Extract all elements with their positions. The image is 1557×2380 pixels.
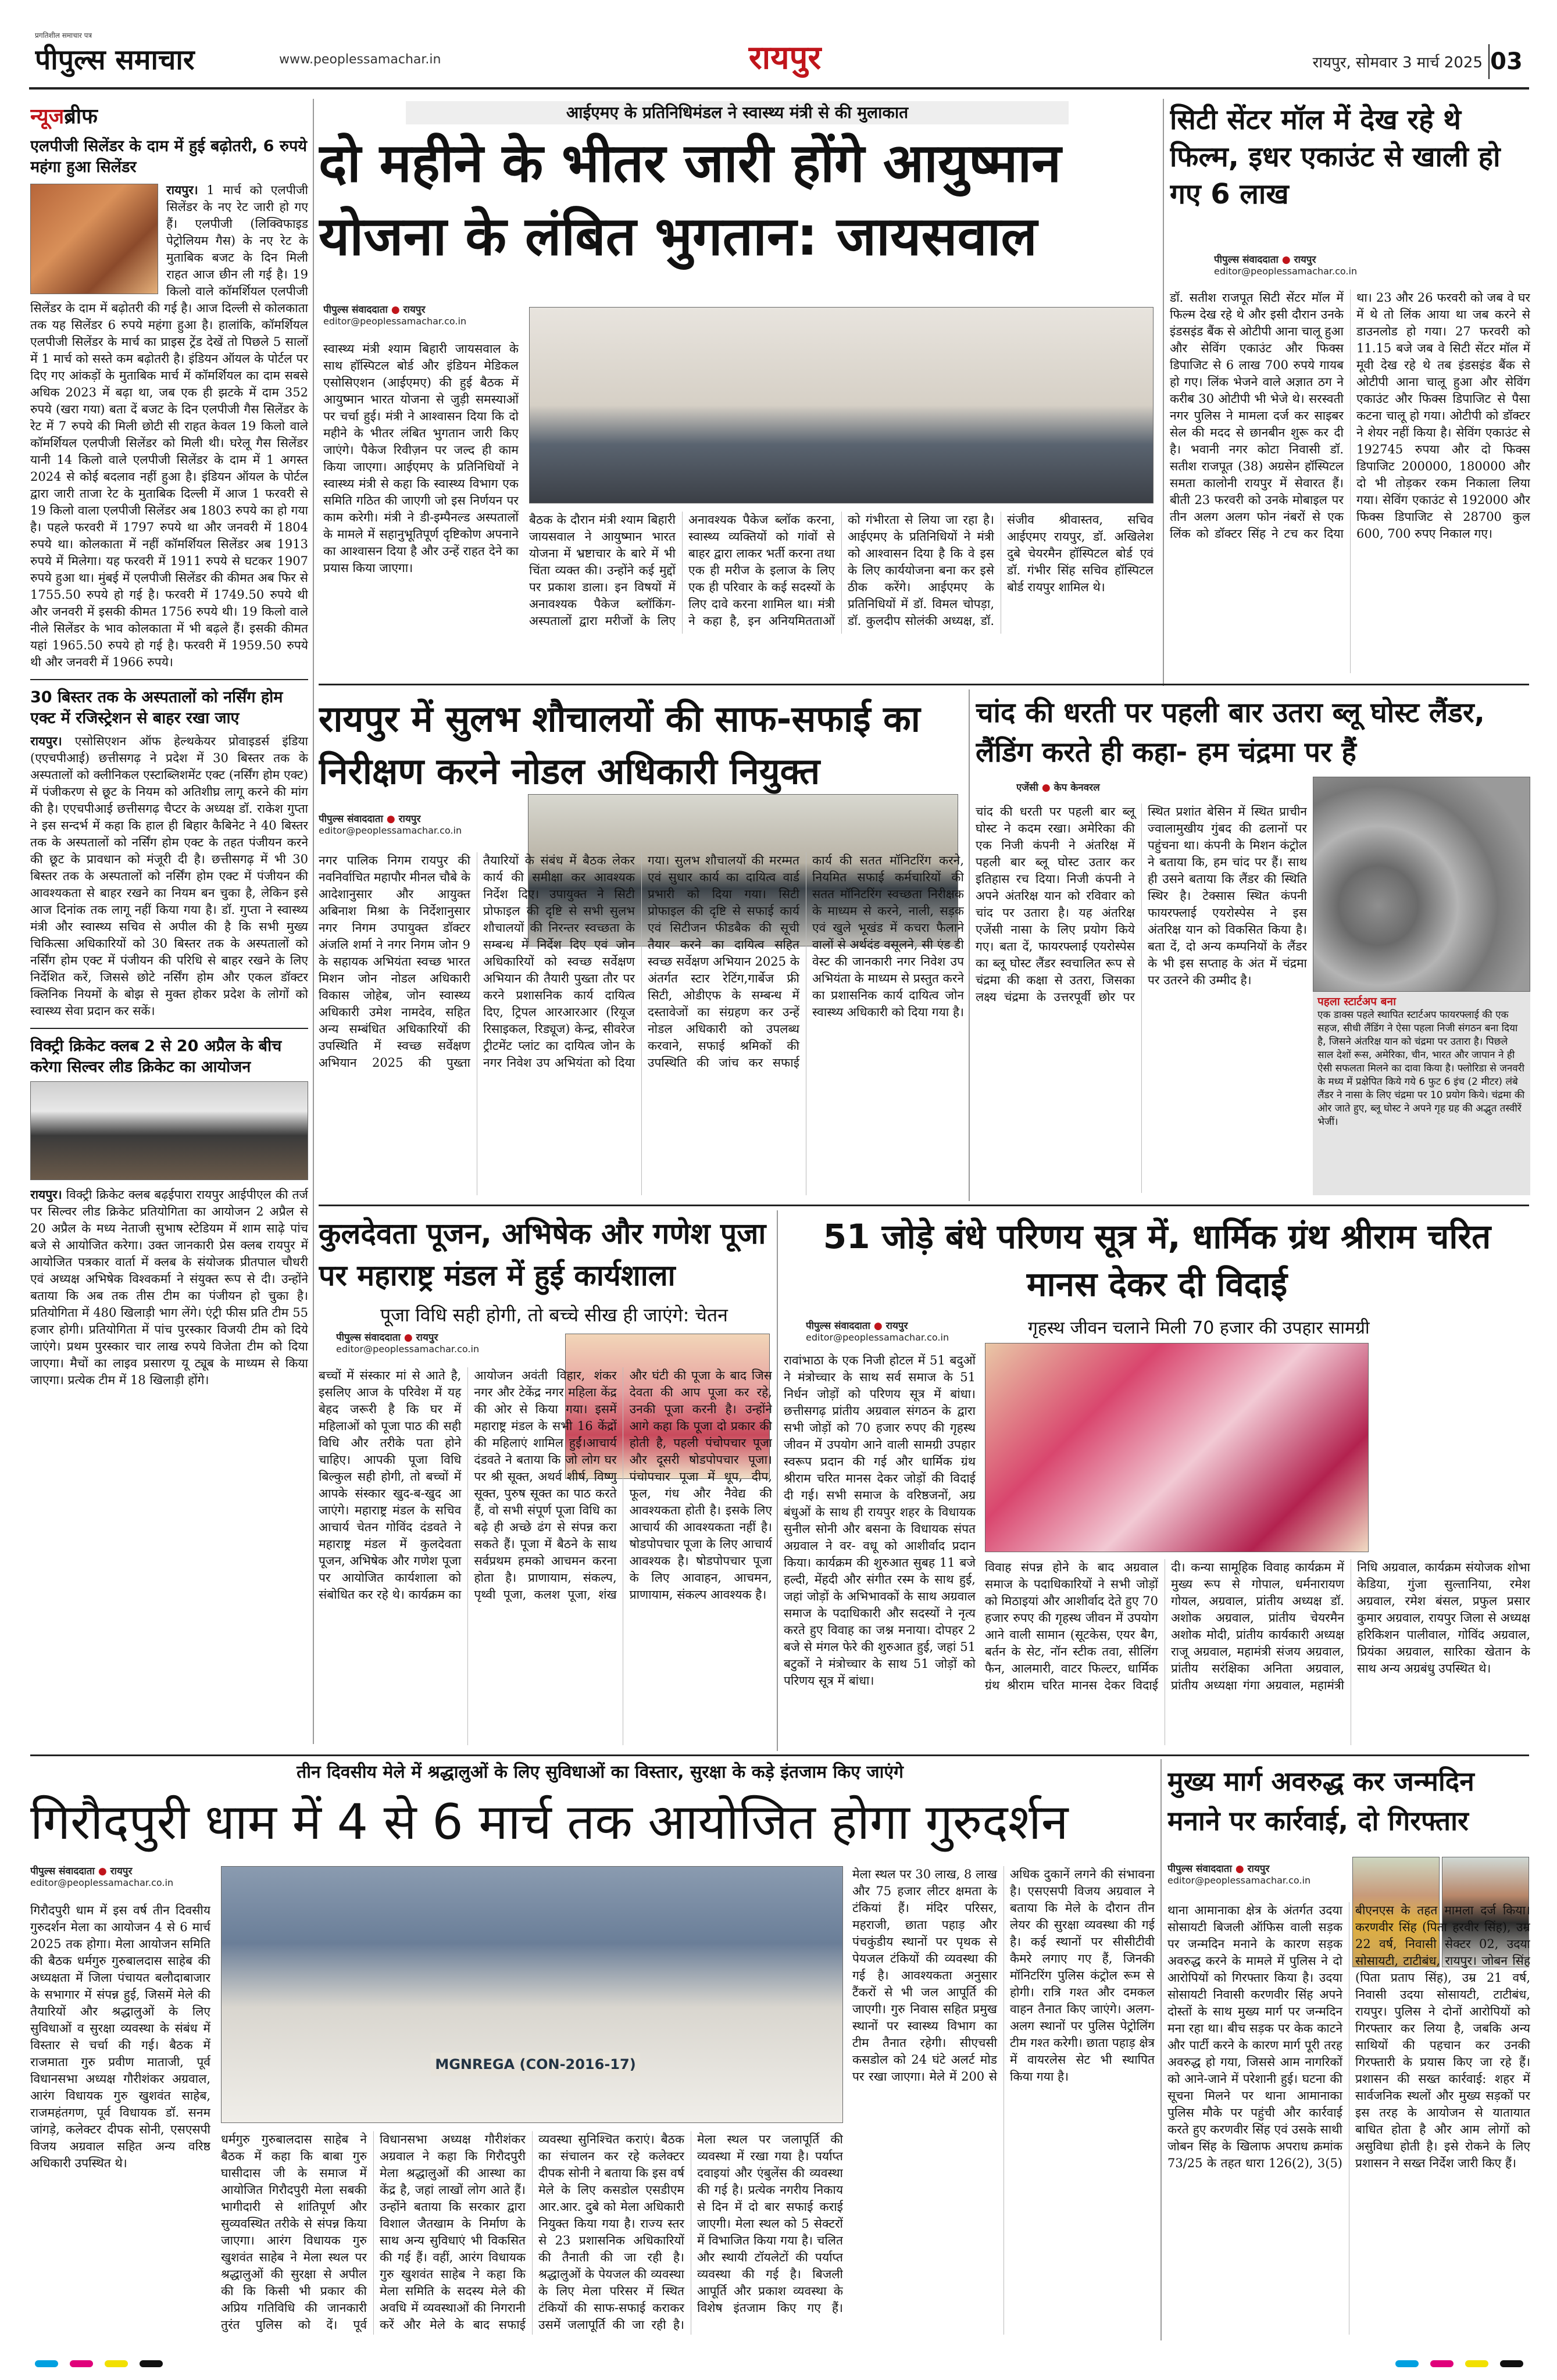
moon-headline: चांद की धरती पर पहली बार उतरा ब्लू घोस्ट लैंडर, लैंडिंग करते ही कहा- हम चंद्रमा पर हैं (976, 696, 1485, 769)
ayushman-body-2: बैठक के दौरान मंत्री श्याम बिहारी जायसवाल ने आयुष्मान भारत योजना में भ्रष्टाचार के बारे में भी चिंता व्यक्त की। उन्होंने कई मुद्दों पर प्रकाश डाला। इन विषयों में अनावश्यक पैकेज ब्लॉकिंग- अस्पतालों द्वारा मरीजों के लिए अनावश्यक पैकेज ब्लॉक करना, स्वास्थ्य व्यक्तियों को गांवों से बाहर द्वारा लाकर भर्ती करना तथा एक ही मरीज के इलाज के लिए एक ही परिवार के कई सदस्यों के लिए दावे करना शामिल था। मंत्री ने कहा है, इन अनियमितताओं को गंभीरता से लिया जा रहा है। आईएमए के प्रतिनिधियों ने मंत्री को आश्वासन दिया है कि वे इस के लिए कार्ययोजना बना कर इसे ठीक करेंगे। आईएमए के प्रतिनिधियों में डॉ. विमल चोपड़ा, डॉ. कुलदीप सोलंकी अध्यक्ष, डॉ. संजीव श्रीवास्तव, सचिव आईएमए रायपुर, डॉ. अखिलेश दुबे चेयरमैन हॉस्पिटल बोर्ड एवं डॉ. गंभीर सिंह सचिव हॉस्पिटल बोर्ड रायपुर शामिल थे। (529, 513, 1154, 628)
ayushman-city: रायपुर (403, 304, 426, 316)
wedding-byline: पीपुल्स संवाददाता (806, 1320, 870, 1332)
brief-2-body (30, 732, 308, 1020)
ayushman-story (319, 98, 1158, 679)
moon-caption (1313, 992, 1530, 1195)
mall-headline: सिटी सेंटर मॉल में देख रहे थे फिल्म, इधर एकाउंट से खाली हो गए 6 लाख (1170, 103, 1501, 210)
birthday-body: थाना आमानाका क्षेत्र के अंतर्गत उदया सोसायटी बिजली ऑफिस वाली सड़क पर जन्मदिन मनाने के कारण सड़क अवरुद्ध करने के मामले में पुलिस ने दो आरोपियों को गिरफ्तार किया है। उदया सोसायटी निवासी करणवीर सिंह अपने दोस्तों के साथ मुख्य मार्ग पर जन्मदिन मना रहा था। बीच सड़क पर केक काटने और पार्टी करने के कारण मार्ग पूरी तरह अवरुद्ध हो गया, जिससे आम नागरिकों को आने-जाने में परेशानी हुई। घटना की सूचना मिलने पर थाना आमानाका पुलिस मौके पर पहुंची और कार्रवाई करते हुए करणवीर सिंह एवं उसके साथी जोबन सिंह के खिलाफ अपराध क्रमांक 73/25 के तहत धारा 126(2), 3(5) बीएनएस के तहत मामला दर्ज किया। करणवीर सिंह (पिता हरवीर सिंह), उम्र 22 वर्ष, निवासी सेक्टर 02, उदया सोसायटी, टाटीबंध, रायपुर। जोबन सिंह (पिता प्रताप सिंह), उम्र 21 वर्ष, निवासी उदया सोसायटी, टाटीबंध, रायपुर। पुलिस ने दोनों आरोपियों को गिरफ्तार कर लिया है, जबकि अन्य साथियों की पहचान कर उनकी गिरफ्तारी के प्रयास किए जा रहे हैं। प्रशासन की सख्त कार्रवाई: शहर में सार्वजनिक स्थलों और मुख्य सड़कों पर इस तरह के आयोजन से यातायात बाधित होता है और आम लोगों को असुविधा होती है। इसे रोकने के लिए प्रशासन ने सख्त निर्देश जारी किए हैं। (1167, 1903, 1530, 2170)
mall-email: editor@peoplessamachar.co.in (1214, 266, 1358, 277)
brief-2-text: एसोसिएशन ऑफ हेल्थकेयर प्रोवाइडर्स इंडिया (एएचपीआई) छत्तीसगढ़ ने प्रदेश में 30 बिस्तर तक के अस्पतालों को क्लीनिकल एस्टाब्लिशमेंट एक्ट (नर्सिंग होम एक्ट) में पंजीकरण से छूट के नियम को अतिशीघ्र लागू करने की मांग की है। एएचपीआई छत्तीसगढ़ चैप्टर के अध्यक्ष डॉ. राकेश गुप्ता ने इस सन्दर्भ में कहा कि हाल ही बिहार कैबिनेट ने 40 बिस्तर तक के अस्पतालों को नर्सिंग होम एक्ट के तहत पंजीयन करने की छूट के प्रावधान को मंजूरी दी है। छत्तीसगढ़ में भी 30 बिस्तर तक के अस्पतालों को नर्सिंग होम एक्ट में पंजीयन की आवश्यकता से बाहर रखने का नियम बन चुका है, लेकिन इसे आज दिनांक तक लागू नहीं किया गया है। डॉ. गुप्ता ने स्वास्थ्य मंत्री और स्वास्थ्य सचिव से अपील की है कि सभी मुख्य चिकित्सा अधिकारियों को 30 बिस्तर तक के अस्पतालों को नर्सिंग होम एक्ट में पंजीयन की परिधि से बाहर रखने के लिए निर्देशित करें, जिससे छोटे नर्सिंग होम और एकल डॉक्टर क्लिनिक नियमों के बोझ से मुक्त होकर प्रदेश के लोगों को स्वास्थ्य सेवा प्रदान कर सकें। (30, 734, 308, 1018)
toilet-body: नगर पालिक निगम रायपुर की नवनिर्वाचित महापौर मीनल चौबे के आदेशानुसार और आयुक्त अबिनाश मिश्रा के निर्देशानुसार नगर निगम उपायुक्त डॉक्टर अंजलि शर्मा ने नगर निगम जोन 9 के सहायक अभियंता स्वच्छ भारत मिशन जोन नोडल अधिकारी विकास जोहेब, जोन स्वास्थ्य अधिकारी उमेश नामदेव, सहित अन्य सम्बंधित अधिकारियों की उपस्थिति में स्वच्छ सर्वेक्षण अभियान 2025 की पुख्ता तैयारियों के संबंध में बैठक लेकर कार्य की समीक्षा कर आवश्यक निर्देश दिए। उपायुक्त ने सिटी प्रोफाइल की दृष्टि से सभी सुलभ शौचालयों की निरन्तर स्वच्छता के सम्बन्ध में निर्देश दिए एवं जोन अधिकारियों को स्वच्छ सर्वेक्षण अभियान की तैयारी पुख्ता तौर पर करने प्रशासनिक कार्य दायित्व दिए, ट्रिपल आरआरआर (रियूज रिसाइकल, रिड्यूज) केन्द्र, सीवरेज ट्रीटमेंट प्लांट का दायित्व जोन के नगर निवेश उप अभियंता को दिया गया। सुलभ शौचालयों की मरम्मत एवं सुधार कार्य का दायित्व वार्ड प्रभारी को दिया गया। सिटी प्रोफाइल की दृष्टि से सफाई कार्य एवं सिटीजन फीडबैक की सूची तैयार करने का दायित्व सहित स्वच्छ सर्वेक्षण अभियान 2025 के अंतर्गत स्टार रेटिंग,गार्बेज फ्री सिटी, ओडीएफ के सम्बन्ध में दस्तावेजों का संग्रहण कर उन्हें नोडल अधिकारी को उपलब्ध करवाने, सफाई श्रमिकों की उपस्थिति की जांच कर सफाई कार्य की सतत मॉनिटरिंग करने, नियमित सफाई कर्मचारियों की सतत मॉनिटरिंग स्वच्छता निरीक्षक के माध्यम से करने, नाली, सड़क एवं खुले भूखंड में कचरा फैलाने वालों से अर्थदंड वसूलने, सी एंड डी वेस्ट की जानकारी नगर निवेश उप अभियंता के माध्यम से प्रस्तुत करने का प्रशासनिक कार्य दायित्व जोन स्वास्थ्य अधिकारी को दिया गया है। (319, 853, 964, 1070)
brief-1-photo (30, 184, 158, 294)
section-rule (319, 684, 1529, 685)
mela-byline: पीपुल्स संवाददाता (30, 1866, 95, 1877)
moon-caption-body: एक डाक्स पहले स्थापित स्टार्टअप फायरफ्लाई की एक सहज, सीधी लैंडिंग ने ऐसा पहला निजी संगठन बना दिया है, जिसने अंतरिक्ष यान को चंद्रमा पर उतारा है। पिछले साल देशों रूस, अमेरिका, चीन, भारत और जापान ने ही ऐसी सफलता मिलने का दावा किया है। फ्लोरिडा से जनवरी के मध्य में प्रक्षेपित किये गये 6 फुट 6 इंच (2 मीटर) लंबे लैंडर ने नासा के लिए चंद्रमा पर 10 प्रयोग किये। चंद्रमा की ओर जाते हुए, ब्लू घोस्ट ने अपने गृह ग्रह की अद्भुत तस्वीरें भेजीं। (1317, 1009, 1525, 1128)
mall-body: डॉ. सतीश राजपूत सिटी सेंटर मॉल में फिल्म देख रहे थे और इसी दौरान उनके इंडसइंड बैंक से ओटीपी आना चालू हुआ और सेविंग एकाउंट और फिक्स डिपाजिट से 6 लाख 700 रुपये गायब हो गए। लिंक भेजने वाले अज्ञात ठग ने करीब 30 ओटीपी भी भेजे थे। सरस्वती नगर पुलिस ने मामला दर्ज कर साइबर सेल की मदद से छानबीन शुरू कर दी है। भवानी नगर कोटा निवासी डॉ. सतीश राजपूत (38) अग्रसेन हॉस्पिटल समता कालोनी रायपुर में सेवारत हैं। बीती 23 फरवरी को उनके मोबाइल पर तीन अलग अलग फोन नंबरों से एक लिंक को डॉक्टर सिंह ने टच कर दिया था। 23 और 26 फरवरी को जब वे घर में थे तो लिंक आया था जब करने से डाउनलोड हो गया। 27 फरवरी को 11.15 बजे जब वे सिटी सेंटर मॉल में मूवी देख रहे थे तब इंडसइंड बैंक से ओटीपी आना चालू हुआ और सेविंग एकाउंट और फिक्स डिपाजिट से पैसा कटना चालू हो गया। ओटीपी को डॉक्टर ने शेयर नहीं किया है। सेविंग एकाउंट से 192745 रुपया और दो फिक्स डिपाजिट 200000, 180000 और दो भी तोड़कर रकम निकाला लिया गया। सेविंग एकाउंट से 192000 और फिक्स डिपाजिट से 28700 कुल 600, 700 रुपए निकाल गए। (1170, 291, 1530, 541)
column-divider (777, 1210, 778, 1751)
wedding-body-1: रावांभाठा के एक निजी होटल में 51 बदुओं ने मंत्रोच्चार के साथ सर्व समाज के 51 निर्धन जोड़ों को परिणय सूत्र में बांधा। छत्तीसगढ़ प्रांतीय अग्रवाल संगठन के द्वारा सभी जोड़ों को 70 हजार रुपए की गृहस्थ जीवन में उपयोग आने वाली सामग्री उपहार स्वरूप प्रदान की गई और धार्मिक ग्रंथ श्रीराम चरित मानस देकर जोड़ों की विदाई दी गई। सभी समाज के वरिष्ठजनों, अग्र बंधुओं के साथ ही रायपुर शहर के विधायक सुनील सोनी और बसना के विधायक संपत अग्रवाल ने वर- वधू को आशीर्वाद प्रदान किया। कार्यक्रम की शुरुआत सुबह 11 बजे हल्दी, मेंहदी और संगीत रस्म के साथ हुई, जहां जोड़ों के अभिभावकों के साथ अग्रवाल समाज के पदाधिकारी और सदस्यों ने नृत्य करते हुए विवाह का जश्न मनाया। दोपहर 2 बजे से मंगल फेरे की शुरुआत हुई, जहां 51 बटुकों ने मंत्रोच्चार के साथ 51 जोड़ों को परिणय सूत्र में बांधा। (784, 1353, 976, 1688)
newspaper-logo: पीपुल्स समाचार (35, 44, 195, 76)
kuldevta-byline: पीपुल्स संवाददाता (336, 1332, 401, 1343)
mela-body-2: धर्मगुरु गुरुबालदास साहेब ने बैठक में कहा कि बाबा गुरु घासीदास जी के समाज में आयोजित गिरौदपुरी मेला सबकी भागीदारी से शांतिपूर्ण और सुव्यवस्थित तरीके से संपन्न किया जाएगा। आरंग विधायक गुरु खुशवंत साहेब ने मेला स्थल पर श्रद्धालुओं की सुरक्षा से अपील की कि किसी भी प्रकार की अप्रिय गतिविधि की जानकारी तुरंत पुलिस को दें। पूर्व विधानसभा अध्यक्ष गौरीशंकर अग्रवाल ने कहा कि गिरौदपुरी मेला श्रद्धालुओं की आस्था का केंद्र है, जहां लाखों लोग आते हैं। उन्होंने बताया कि सरकार द्वारा विशाल जैतखाम के निर्माण के साथ अन्य सुविधाएं भी विकसित की गई हैं। वहीं, आरंग विधायक गुरु खुशवंत साहेब ने कहा कि मेला समिति के सदस्य मेले की अवधि में व्यवस्थाओं की निगरानी करें और मेले के बाद सफाई व्यवस्था सुनिश्चित कराएं। बैठक का संचालन कर रहे कलेक्टर दीपक सोनी ने बताया कि इस वर्ष मेले के लिए कसडोल एसडीएम आर.आर. दुबे को मेला अधिकारी नियुक्त किया गया है। राज्य स्तर से 23 प्रशासनिक अधिकारियों की तैनाती की जा रही है। श्रद्धालुओं के पेयजल की व्यवस्था के लिए मेला परिसर में स्थित टंकियों की साफ-सफाई कराकर उसमें जलापूर्ति की जा रही है। मेला स्थल पर जलापूर्ति की व्यवस्था में रखा गया है। पर्याप्त दवाइयां और एंबुलेंस की व्यवस्था की गई है। प्रत्येक नगरीय निकाय से दिन में दो बार सफाई कराई जाएगी। मेला स्थल को 5 सेक्टरों में विभाजित किया गया है। चलित और स्थायी टॉयलेटों की पर्याप्त व्यवस्था की गई है। बिजली आपूर्ति और प्रकाश व्यवस्था के विशेष इंतजाम किए गए हैं। (221, 2132, 843, 2332)
birthday-email: editor@peoplessamachar.co.in (1167, 1875, 1311, 1886)
kuldevta-story (319, 1210, 772, 1751)
brief-2-dateline: रायपुर। (30, 734, 62, 748)
mela-headline: गिरौदपुरी धाम में 4 से 6 मार्च तक आयोजित होगा गुरुदर्शन (30, 1793, 1069, 1850)
kuldevta-subhead: पूजा विधि सही होगी, तो बच्चे सीख ही जाएंगे: चेतन (380, 1304, 728, 1326)
news-brief-label-a: न्यूज (30, 105, 65, 128)
section-rule (30, 1754, 1529, 1756)
birthday-story (1167, 1759, 1530, 2340)
birthday-byline-block: पीपुल्स संवाददाता ● रायपुर editor@peoplessamachar.co.in (1167, 1861, 1342, 1894)
mela-kicker: तीन दिवसीय मेले में श्रद्धालुओं के लिए सुविधाओं का विस्तार, सुरक्षा के कड़े इंतजाम किए जाएंगे (297, 1762, 904, 1782)
mela-body-3: मेला स्थल पर 30 लाख, 8 लाख और 75 हजार लीटर क्षमता के टंकियां हैं। मंदिर परिसर, महराजी, छाता पहाड़ और पंचकुंडीय स्थानों पर पृथक से पेयजल टंकियों की व्यवस्था की गई है। आवश्यकता अनुसार टैंकरों से भी जल आपूर्ति की जाएगी। गुरु निवास सहित प्रमुख स्थानों पर स्वास्थ्य विभाग का टीम तैनात रहेगी। सीएचसी कसडोल को 24 घंटे अलर्ट मोड पर रखा जाएगा। मेले में 200 से अधिक दुकानें लगने की संभावना है। एसएसपी विजय अग्रवाल ने बताया कि मेले के दौरान तीन लेयर की सुरक्षा व्यवस्था की गई है। कई स्थानों पर सीसीटीवी कैमरे लगाए गए हैं, जिनकी मॉनिटरिंग पुलिस कंट्रोल रूम से होगी। रात्रि गश्त और दमकल वाहन तैनात किए जाएंगे। अलग-अलग स्थानों पर पुलिस पेट्रोलिंग टीम गश्त करेगी। छाता पहाड़ क्षेत्र में वायरलेस सेट भी स्थापित किया गया है। (852, 1867, 1155, 2084)
page-number: 03 (1488, 44, 1523, 79)
brief-1-dateline: रायपुर। (166, 183, 198, 197)
section-name: रायपुर (748, 39, 822, 77)
toilet-story (319, 689, 964, 1201)
moon-photo (1313, 777, 1530, 992)
ayushman-kicker: आईएमए के प्रतिनिधिमंडल ने स्वास्थ्य मंत्री से की मुलाकात (406, 101, 1069, 124)
birthday-city: रायपुर (1247, 1863, 1270, 1875)
brief-1-text: 1 मार्च को एलपीजी सिलेंडर के नए रेट जारी हो गए हैं। एलपीजी (लिक्विफाइड पेट्रोलियम गैस) के नए रेट के मुताबिक बजट के दिन मिली राहत आज छीन ली गई है। 19 किलो वाले कॉमर्शियल एलपीजी सिलेंडर के दाम में बढ़ोतरी की गई है। आज दिल्ली से कोलकाता तक यह सिलेंडर 6 रुपये महंगा हुआ है। हालांकि, कॉमर्शियल एलपीजी सिलेंडर के मार्च का प्राइस ट्रेंड देखें तो पिछले 5 सालों में 1 मार्च को सस्ते कम बढ़ोतरी है। इंडियन ऑयल के पोर्टल पर दिए गए आंकड़ों के मुताबिक मार्च में कॉमर्शियल का दाम सबसे अधिक 2023 में बढ़ा था, जब एक ही झटके में दाम 352 रुपये (खरा गया) बता दें बजट के दिन एलपीजी गैस सिलेंडर के रेट में 7 रुपये की मिली छोटी सी राहत केवल 19 किलो वाले कॉमर्शियल एलपीजी सिलेंडर को मिली थी। घरेलू गैस सिलेंडर यानी 14 किलो वाले एलपीजी सिलेंडर के दाम में 1 अगस्त 2024 से कोई बदलाव नहीं हुआ है। इंडियन ऑयल के पोर्टल द्वारा जारी ताजा रेट के मुताबिक दिल्ली में आज 1 फरवरी से 19 किलो वाला एलपीजी सिलेंडर अब 1803 रुपये का हो गया है। पहले फरवरी में 1797 रुपये था और जनवरी में 1804 रुपये था। कोलकाता में नहीं कॉमर्शियल सिलेंडर अब 1913 रुपये में मिलेगा। यह फरवरी में 1911 रुपये से घटकर 1907 रुपये हुआ था। मुंबई में एलपीजी सिलेंडर की कीमत अब फिर से 1755.50 रुपये हो गई है। फरवरी में 1749.50 रुपये थी और जनवरी में इसकी कीमत 1756 रुपये थी। 19 किलो वाले नीले सिलेंडर के भाव कोलकाता में भी बढ़ले हैं। इसकी कीमत यहां 1965.50 रुपये हो गई है। फरवरी में 1959.50 रुपये थी और जनवरी में 1966 रुपये। (30, 183, 308, 669)
mall-byline-block: पीपुल्स संवाददाता ● रायपुर editor@peoplessamachar.co.in (1214, 252, 1377, 287)
news-brief-label (30, 102, 308, 131)
column-divider (1163, 99, 1164, 686)
wedding-photo (985, 1343, 1369, 1552)
wedding-email: editor@peoplessamachar.co.in (806, 1332, 949, 1343)
brief-1-title: एलपीजी सिलेंडर के दाम में हुई बढ़ोतरी, 6 रुपये महंगा हुआ सिलेंडर (30, 137, 308, 176)
ayushman-byline-block: पीपुल्स संवाददाता ● रायपुर editor@peoplessamachar.co.in (323, 302, 515, 337)
brief-3-body (30, 1186, 308, 1389)
moon-place: केप केनवरल (1054, 782, 1100, 794)
masthead-tagline: प्रगतिशील समाचार पत्र (35, 31, 92, 40)
wedding-subhead: गृहस्थ जीवन चलाने मिली 70 हजार की उपहार सामग्री (1028, 1318, 1370, 1338)
column-divider (313, 99, 314, 1744)
ayushman-email: editor@peoplessamachar.co.in (323, 316, 467, 327)
mall-city: रायपुर (1294, 254, 1316, 266)
birthday-headline: मुख्य मार्ग अवरुद्ध कर जन्मदिन मनाने पर कार्रवाई, दो गिरफ्तार (1167, 1766, 1474, 1836)
toilet-email: editor@peoplessamachar.co.in (319, 825, 462, 836)
brief-3-photo (30, 1081, 308, 1180)
kuldevta-body: बच्चों में संस्कार मां से आते है, इसलिए आज के परिवेश में यह बेहद जरूरी है कि घर में महिलाओं को पूजा पाठ की सही विधि और तरीके पता होने चाहिए। आपकी पूजा विधि बिल्कुल सही होगी, तो बच्चों में आपके संस्कार खुद-ब-खुद आ जाएंगे। महाराष्ट्र मंडल के सचिव आचार्य चेतन गोविंद दंडवते ने महाराष्ट्र मंडल में कुलदेवता पूजन, अभिषेक और गणेश पूजा पर आयोजित कार्यशाला को संबोधित कर रहे थे। कार्यक्रम का आयोजन अवंती विहार, शंकर नगर और टेकेंद्र नगर महिला केंद्र की ओर से किया गया। इसमें महाराष्ट्र मंडल के सभी 16 केंद्रों की महिलाएं शामिल हुईं।आचार्य दंडवते ने बताया कि जो लोग घर पर श्री सूक्त, अथर्व शीर्ष, विष्णु सूक्त, पुरुष सूक्त का पाठ करते हैं, वो सभी संपूर्ण पूजा विधि का बढ़े ही अच्छे ढंग से संपन्न करा सकते हैं। पूजा में बैठने के साथ सर्वप्रथम हमको आचमन करना होता है। प्राणायाम, संकल्प, पृथ्वी पूजा, कलश पूजा, शंख और घंटी की पूजा के बाद जिस देवता की आप पूजा कर रहे, उनकी पूजा करनी है। उन्होंने आगे कहा कि पूजा दो प्रकार की होती है, पहली पंचोपचार पूजा और दूसरी षोडपोपचार पूजा। पंचोपचार पूजा में धूप, दीप, फूल, गंध और नैवेद्य की आवश्यकता होती है। इसके लिए आचार्य की आवश्यकता नहीं है। षोडपोपचार पूजा के लिए आचार्य आवश्यक है। षोडपोपचार पूजा के लिए आवाहन, आचमन, प्राणायाम, संकल्प आवश्यक है। (319, 1368, 772, 1602)
moon-byline: एजेंसी (1016, 782, 1038, 794)
column-divider (969, 689, 970, 1201)
section-rule (319, 1205, 1529, 1206)
mela-story (30, 1759, 1155, 2340)
kuldevta-byline-block: पीपुल्स संवाददाता ● रायपुर editor@peoplessamachar.co.in (336, 1330, 510, 1363)
mela-body-1: गिरौदपुरी धाम में इस वर्ष तीन दिवसीय गुरुदर्शन मेला का आयोजन 4 से 6 मार्च 2025 तक होगा। मेला आयोजन समिति की बैठक धर्मगुरु गुरुबालदास साहेब की अध्यक्षता में जिला पंचायत बलौदाबाजार के सभागार में संपन्न हुई, जिसमें मेले की तैयारियों और श्रद्धालुओं के लिए सुविधाओं व सुरक्षा व्यवस्था के संबंध में विस्तार से चर्चा की गई। बैठक में राजमाता गुरु प्रवीण माताजी, पूर्व विधानसभा अध्यक्ष गौरीशंकर अग्रवाल, आरंग विधायक गुरु खुशवंत साहेब, राजमहंतगण, पूर्व विधायक डॉ. सनम जांगड़े, कलेक्टर दीपक सोनी, एसएसपी विजय अग्रवाल सहित अन्य वरिष्ठ अधिकारी उपस्थित थे। (30, 1903, 210, 2170)
mall-byline: पीपुल्स संवाददाता (1214, 254, 1279, 266)
mela-byline-block: पीपुल्स संवाददाता ● रायपुर editor@peoplessamachar.co.in (30, 1864, 205, 1899)
mela-photo (221, 1866, 843, 2123)
wedding-byline-block: पीपुल्स संवाददाता ● रायपुर editor@peoplessamachar.co.in (806, 1318, 980, 1351)
toilet-headline: रायपुर में सुलभ शौचालयों की साफ-सफाई का निरीक्षण करने नोडल अधिकारी नियुक्त (319, 698, 920, 792)
kuldevta-headline: कुलदेवता पूजन, अभिषेक और गणेश पूजा पर महाराष्ट्र मंडल में हुई कार्यशाला (319, 1217, 766, 1292)
moon-byline-block: एजेंसी ● केप केनवरल (1016, 782, 1100, 794)
brief-2-title: 30 बिस्तर तक के अस्पतालों को नर्सिंग होम एक्ट में रजिस्ट्रेशन से बाहर रखा जाए (30, 688, 283, 727)
toilet-city: रायपुर (398, 813, 421, 825)
mela-city: रायपुर (110, 1866, 133, 1877)
mela-email: editor@peoplessamachar.co.in (30, 1877, 174, 1888)
ayushman-headline: दो महीने के भीतर जारी होंगे आयुष्मान योजना के लंबित भुगतान: जायसवाल (319, 132, 1062, 267)
wedding-city: रायपुर (885, 1320, 908, 1332)
brief-3-dateline: रायपुर। (30, 1187, 62, 1202)
mela-photo-banner: MGNREGA (CON-2016-17) (431, 2053, 640, 2076)
birthday-byline: पीपुल्स संवाददाता (1167, 1863, 1232, 1875)
news-brief-label-b: ब्रीफ (64, 105, 98, 128)
column-divider (1160, 1759, 1162, 2340)
kuldevta-city: रायपुर (416, 1332, 438, 1343)
ayushman-photo (529, 307, 1154, 503)
toilet-byline-block: पीपुल्स संवाददाता ● रायपुर editor@peoplessamachar.co.in (319, 812, 510, 846)
kuldevta-email: editor@peoplessamachar.co.in (336, 1343, 480, 1355)
wedding-story (784, 1210, 1530, 1751)
moon-body: चांद की धरती पर पहली बार ब्लू घोस्ट ने कदम रखा। अमेरिका की एक निजी कंपनी ने अंतरिक्ष में पहली बार ब्लू घोस्ट उतार कर इतिहास रच दिया। निजी कंपनी ने अपने अंतरिक्ष यान को रविवार को चांद पर उतारा है। यह अंतरिक्ष एजेंसी नासा के लिए प्रयोग किये गए। बता दें, फायरफ्लाई एयरोस्पेस का ब्लू घोस्ट लैंडर स्वचालित रूप से चंद्रमा की कक्षा से उतरा, जिसका लक्ष्य चंद्रमा के उत्तरपूर्वी छोर पर स्थित प्रशांत बेसिन में स्थित प्राचीन ज्वालामुखीय गुंबद की ढलानों पर पहुंचना था। कंपनी के मिशन कंट्रोल ने बताया कि, हम चांद पर हैं। साथ ही उसने बताया कि लैंडर की स्थिति स्थिर है। टेक्सास स्थित कंपनी फायरफ्लाई एयरोस्पेस ने इस अंतरिक्ष यान को विकसित किया है। बता दें, दो अन्य कम्पनियों के लैंडर के भी इस सप्ताह के अंत में चंद्रमा पर उतरने की उम्मीद है। (976, 805, 1307, 1004)
wedding-headline: 51 जोड़े बंधे परिणय सूत्र में, धार्मिक ग्रंथ श्रीराम चरित मानस देकर दी विदाई (823, 1217, 1491, 1304)
website-url: www.peoplessamachar.in (279, 52, 441, 67)
toilet-byline: पीपुल्स संवाददाता (319, 813, 383, 825)
moon-story (976, 689, 1530, 1201)
registration-marks (35, 2358, 1523, 2370)
masthead-rule (29, 87, 1529, 90)
ayushman-byline: पीपुल्स संवाददाता (323, 304, 388, 316)
dateline: रायपुर, सोमवार 3 मार्च 2025 (1312, 54, 1483, 72)
masthead (0, 0, 1557, 93)
mall-story (1170, 98, 1530, 679)
brief-3-text: विक्ट्री क्रिकेट क्लब बढ़ईपारा रायपुर आईपीएल की तर्ज पर सिल्वर लीड क्रिकेट प्रतियोगिता का आयोजन 2 अप्रैल से 20 अप्रैल के मध्य नेताजी सुभाष स्टेडियम में शाम साढ़े पांच बजे से आयोजित करेगा। उक्त जानकारी प्रेस क्लब रायपुर में आयोजित पत्रकार वार्ता में क्लब के संयोजक प्रीतपाल चौधरी एवं अध्यक्ष अभिषेक विश्वकर्मा ने संयुक्त रूप से दी। उन्होंने बताया कि अब तक तीस टीम का पंजीयन हो चुका है। प्रतियोगिता में 480 खिलाड़ी भाग लेंगे। एंट्री फीस प्रति टीम 55 हजार होगी। प्रतियोगिता में पांच पुरस्कार विजयी टीम को दिये जाएंगे। प्रथम पुरस्कार चार लाख रुपये विजेता टीम को दिया जाएगा। मैचों का लाइव प्रसारण यू ट्यूब के माध्यम से किया जाएगा। प्रत्येक टीम में 18 खिलाड़ी होंगे। (30, 1188, 308, 1387)
ayushman-body-1: स्वास्थ्य मंत्री श्याम बिहारी जायसवाल के साथ हॉस्पिटल बोर्ड और इंडियन मेडिकल एसोसिएशन (आईएमए) की हुई बैठक में आयुष्मान भारत योजना से जुड़ी समस्याओं पर चर्चा हुई। मंत्री ने आश्वासन दिया कि दो महीने के भीतर लंबित भुगतान जारी किए जाएंगे। पैकेज रिवीज़न पर जल्द ही काम किया जाएगा। आईएमए के प्रतिनिधियों ने स्वास्थ्य मंत्री से कहा कि स्वास्थ्य विभाग एक समिति गठित की जाएगी जो इस निर्णयन पर काम करेगी। मंत्री ने डी-इम्पैनल्ड अस्पतालों के मामले में सहानुभूतिपूर्ण दृष्टिकोण अपनाने का आश्वासन दिया है और उन्हें राहत देने का प्रयास किया जाएगा। (323, 342, 519, 575)
brief-3-title: विक्ट्री क्रिकेट क्लब 2 से 20 अप्रैल के बीच करेगा सिल्वर लीड क्रिकेट का आयोजन (30, 1037, 282, 1076)
wedding-body-2: विवाह संपन्न होने के बाद अग्रवाल समाज के पदाधिकारियों ने सभी जोड़ों को मिठाइयां और आशीर्वाद देते हुए 70 हजार रुपए की गृहस्थ जीवन में उपयोग आने वाली सामान (सूटकेस, एयर बैग, बर्तन के सेट, नॉन स्टीक तवा, सीलिंग फैन, आलमारी, वाटर फिल्टर, धार्मिक ग्रंथ श्रीराम चरित मानस देकर विदाई दी। कन्या सामूहिक विवाह कार्यक्रम में मुख्य रूप से गोपाल, धर्मनारायण गोयल, अग्रवाल, प्रांतीय अध्यक्ष डॉ. अशोक अग्रवाल, प्रांतीय चेयरमैन अशोक मोदी, प्रांतीय कार्यकारी अध्यक्ष राजू अग्रवाल, महामंत्री संजय अग्रवाल, प्रांतीय सरंक्षिका अनिता अग्रवाल, प्रांतीय अध्यक्षा गंगा अग्रवाल, महामंत्री निधि अग्रवाल, कार्यक्रम संयोजक शोभा केडिया, गुंजा सुल्तानिया, रमेश अग्रवाल, रमेश बंसल, प्रफुल प्रसार कुमार अग्रवाल, रायपुर जिला से अध्यक्ष हरिकिशन पालीवाल, गोविंद अग्रवाल, प्रियंका अग्रवाल, सारिका खेतान के साथ अन्य अग्रबंधु उपस्थित थे। (985, 1560, 1530, 1692)
moon-caption-title: पहला स्टार्टअप बना (1317, 995, 1397, 1008)
